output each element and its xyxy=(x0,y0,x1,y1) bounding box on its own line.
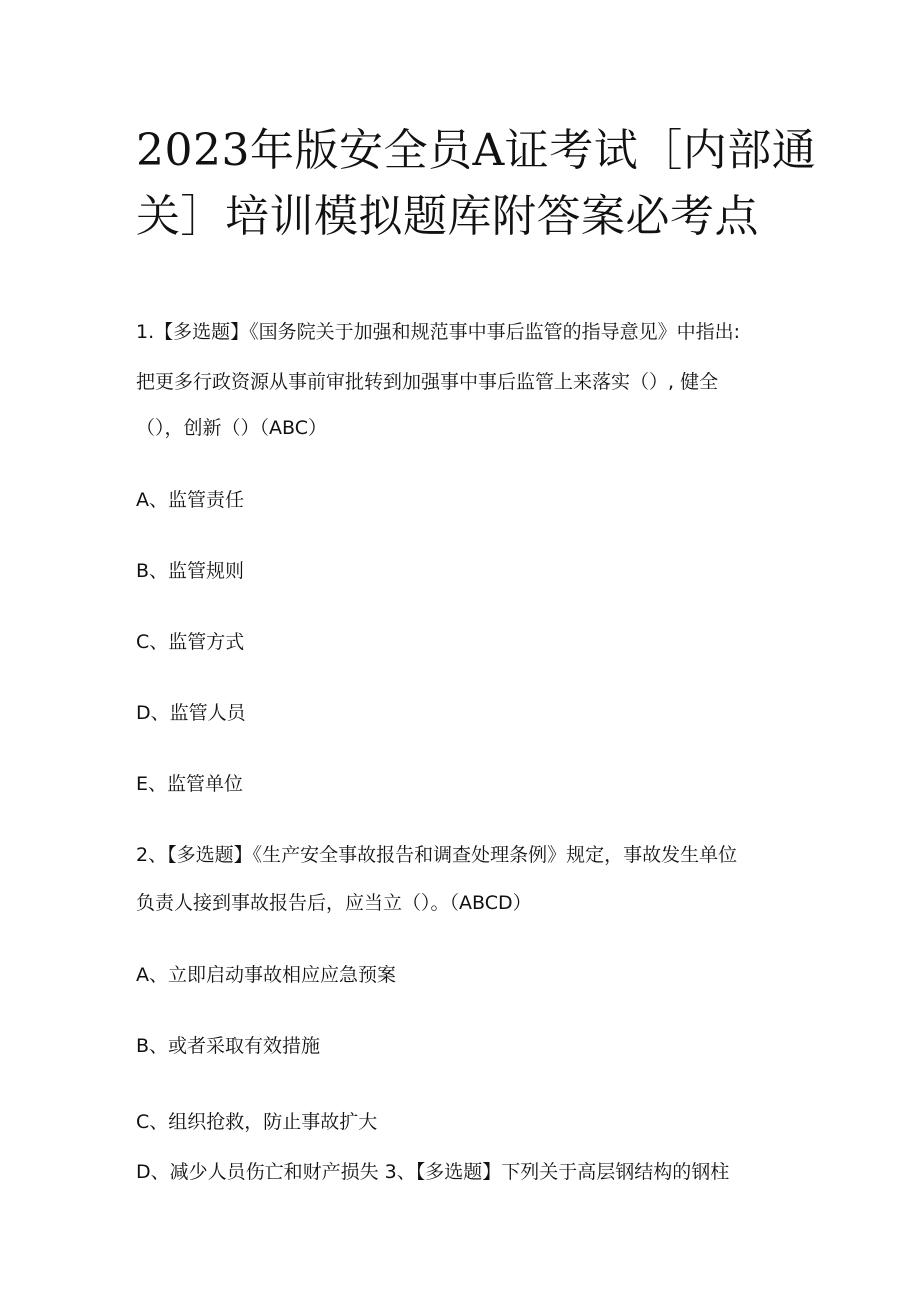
question-1-text-line: 1.【多选题】《国务院关于加强和规范事中事后监管的指导意见》中指出: xyxy=(136,321,741,343)
document-title xyxy=(136,118,816,250)
question-2-option-d: D、减少人员伤亡和财产损失 3、【多选题】下列关于高层钢结构的钢柱 xyxy=(136,1161,730,1183)
question-2-text-line: 2、【多选题】《生产安全事故报告和调查处理条例》规定，事故发生单位 xyxy=(136,844,738,866)
question-2-text-line: 负责人接到事故报告后，应当立（）。（ABCD） xyxy=(136,892,532,914)
question-2-option-c: C、组织抢救，防止事故扩大 xyxy=(136,1111,378,1133)
question-2-option-a: A、立即启动事故相应应急预案 xyxy=(136,964,396,986)
question-1-option-e: E、监管单位 xyxy=(136,773,244,795)
title-line: 关］培训模拟题库附答案必考点 xyxy=(136,191,759,242)
question-1-option-a: A、监管责任 xyxy=(136,489,244,511)
question-1-option-b: B、监管规则 xyxy=(136,560,245,582)
question-1-option-c: C、监管方式 xyxy=(136,631,245,653)
question-1-text-line: 把更多行政资源从事前审批转到加强事中事后监管上来落实（）, 健全 xyxy=(136,371,719,393)
question-1-option-d: D、监管人员 xyxy=(136,702,246,724)
title-line: 2023年版安全员A证考试［内部通 xyxy=(136,125,817,176)
question-1-text-line: （），创新（）（ABC） xyxy=(136,417,327,439)
question-2-option-b: B、或者采取有效措施 xyxy=(136,1035,321,1057)
